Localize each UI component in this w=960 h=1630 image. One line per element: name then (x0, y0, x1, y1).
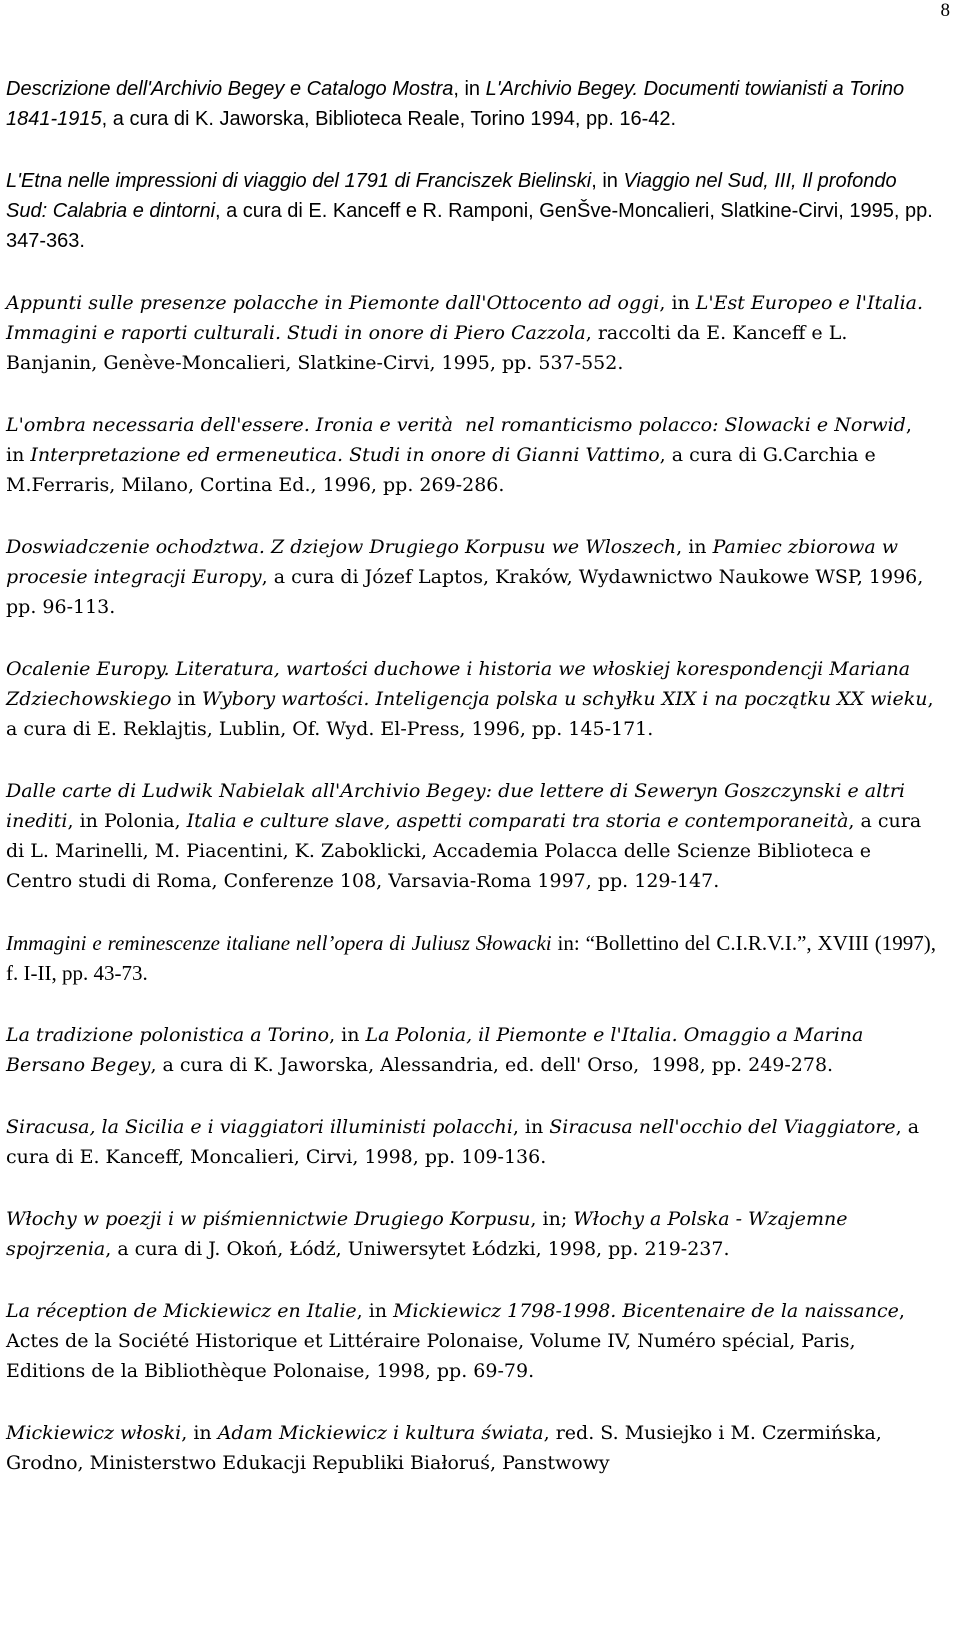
entry-title-italic: Descrizione dell'Archivio Begey e Catalogo Mostra (6, 78, 454, 100)
entry-title-italic: Appunti sulle presenze polacche in Piemonte dall'Ottocento ad oggi (6, 292, 660, 314)
entry-title-italic: La tradizione polonistica a Torino (6, 1024, 330, 1046)
bibliography-entry (6, 532, 936, 622)
entry-text: , in (453, 78, 486, 100)
bibliography-entry (6, 410, 936, 500)
entry-title-italic: Italia e culture slave, aspetti comparati tra storia e contemporaneità (186, 810, 849, 832)
entry-text: , in; (530, 1208, 574, 1230)
bibliography-entry (6, 288, 936, 378)
entry-text: , red. S. Musiejko i M. Czermińska, Grodno, Ministerstwo Edukacji Republiki Białoruś, Panstwowy (6, 1422, 888, 1474)
bibliography-entry (6, 1204, 936, 1264)
entry-text: in (171, 688, 202, 710)
entry-title-italic: Adam Mickiewicz i kultura świata (217, 1422, 544, 1444)
entry-text: , in (512, 1116, 550, 1138)
bibliography-entry (6, 166, 939, 256)
entry-text: , a cura di E. Reklajtis, Lublin, Of. Wyd. El-Press, 1996, pp. 145-171. (6, 688, 940, 740)
entry-title-italic: Siracusa, la Sicilia e i viaggiatori illuministi polacchi (6, 1116, 513, 1138)
entry-text: , in (6, 414, 918, 466)
bibliography-entry (6, 1020, 936, 1080)
entry-title-italic: Doswiadczenie ochodztwa. Z dziejow Drugiego Korpusu we Wloszech (6, 536, 677, 558)
bibliography-entry (6, 1112, 936, 1172)
entry-title-italic: La réception de Mickiewicz en Italie (6, 1300, 357, 1322)
entry-title-italic: L'ombra necessaria dell'essere. Ironia e verità nel romanticismo polacco: Slowacki e Norwid (6, 414, 906, 436)
entry-text: , a cura di K. Jaworska, Biblioteca Reale, Torino 1994, pp. 16-42. (101, 108, 677, 130)
entry-text: , in Polonia, (67, 810, 187, 832)
entry-text: , in (676, 536, 713, 558)
entry-text: , a cura di L. Marinelli, M. Piacentini, K. Zaboklicki, Accademia Polacca delle Scienze Biblioteca e Centro studi di Roma, Conferenze 108, Varsavia-Roma 1997, pp. 129-147. (6, 810, 928, 892)
entry-title-italic: L'Archivio Begey. Documenti towianisti a Torino 1841-1915 (6, 78, 910, 130)
entry-title-italic: Interpretazione ed ermeneutica. Studi in onore di Gianni Vattimo (30, 444, 660, 466)
entry-text: , in (591, 170, 624, 192)
bibliography-entry (6, 654, 940, 744)
entry-title-italic: Włochy w poezji i w piśmiennictwie Drugiego Korpusu (6, 1208, 531, 1230)
page-number: 8 (940, 0, 950, 21)
bibliography-entry (6, 74, 936, 134)
entry-text: , Actes de la Société Historique et Littéraire Polonaise, Volume IV, Numéro spécial, Paris, Editions de la Bibliothèque Polonaise, 1998, pp. 69-79. (6, 1300, 911, 1382)
entry-text: , a cura di J. Okoń, Łódź, Uniwersytet Łódzki, 1998, pp. 219-237. (105, 1238, 730, 1260)
entry-text: , a cura di E. Kanceff, Moncalieri, Cirvi, 1998, pp. 109-136. (6, 1116, 926, 1168)
entry-text: , in (181, 1422, 218, 1444)
entry-text: , a cura di K. Jaworska, Alessandria, ed. dell' Orso, 1998, pp. 249-278. (150, 1054, 834, 1076)
entry-title-italic: Mickiewicz 1798-1998. Bicentenaire de la naissance (393, 1300, 899, 1322)
bibliography-entry (6, 1418, 936, 1478)
bibliography-entry (6, 928, 942, 988)
entry-title-italic: Włochy a Polska - Wzajemne spojrzenia (6, 1208, 854, 1260)
entry-title-italic: Mickiewicz włoski (6, 1422, 182, 1444)
entry-text: , a cura di Józef Laptos, Kraków, Wydawnictwo Naukowe WSP, 1996, pp. 96-113. (6, 566, 930, 618)
entry-title-italic: La Polonia, il Piemonte e l'Italia. Omaggio a Marina Bersano Begey (6, 1024, 870, 1076)
entry-title-italic: L'Etna nelle impressioni di viaggio del 1791 di Franciszek Bielinski (6, 170, 592, 192)
entry-text: , raccolti da E. Kanceff e L. Banjanin, Genève-Moncalieri, Slatkine-Cirvi, 1995, pp. 537-552. (6, 322, 854, 374)
entry-text: , in (329, 1024, 366, 1046)
entry-title-italic: Wybory wartości. Inteligencja polska u schyłku XIX i na początku XX wieku (201, 688, 928, 710)
entry-title-italic: Immagini e reminescenze italiane nell’opera di Juliusz Słowacki (6, 931, 552, 955)
entry-text: , a cura di E. Kanceff e R. Ramponi, GenŠve-Moncalieri, Slatkine-Cirvi, 1995, pp. 347-363. (6, 200, 939, 252)
entry-text: , in (659, 292, 696, 314)
entry-title-italic: Dalle carte di Ludwik Nabielak all'Archivio Begey: due lettere di Seweryn Goszczynski e altri inediti (6, 780, 912, 832)
bibliography-list (6, 74, 942, 1510)
entry-title-italic: Pamiec zbiorowa w procesie integracji Europy (6, 536, 905, 588)
entry-text: , in (356, 1300, 394, 1322)
bibliography-entry (6, 776, 936, 896)
entry-title-italic: L'Est Europeo e l'Italia. Immagini e raporti culturali. Studi in onore di Piero Cazzola (6, 292, 930, 344)
entry-text: in: “Bollettino del C.I.R.V.I.”, XVIII (1997), f. I-II, pp. 43-73. (6, 931, 942, 985)
entry-title-italic: Siracusa nell'occhio del Viaggiatore (549, 1116, 896, 1138)
entry-title-italic: Ocalenie Europy. Literatura, wartości duchowe i historia we włoskiej korespondencji Mariana Zdziechowskiego (6, 658, 917, 710)
bibliography-entry (6, 1296, 936, 1386)
entry-title-italic: Viaggio nel Sud, III, Il profondo Sud: Calabria e dintorni (6, 170, 903, 222)
entry-text: , a cura di G.Carchia e M.Ferraris, Milano, Cortina Ed., 1996, pp. 269-286. (6, 444, 882, 496)
